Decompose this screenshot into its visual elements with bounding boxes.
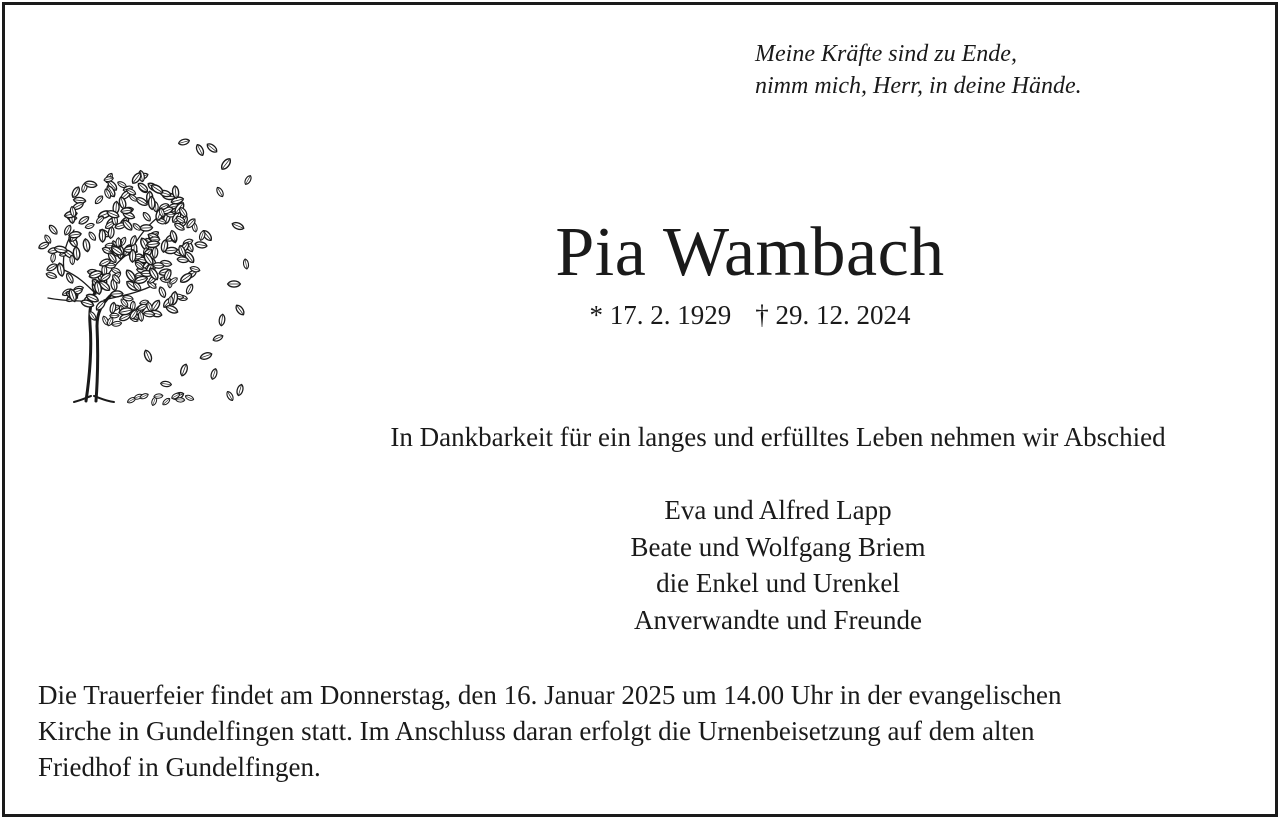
deceased-name: Pia Wambach bbox=[555, 214, 945, 291]
service-line-1: Die Trauerfeier findet am Donnerstag, den 16. Januar 2025 um 14.00 Uhr in der evangelischen bbox=[38, 680, 1062, 710]
mourner-line: die Enkel und Urenkel bbox=[656, 568, 900, 598]
verse bbox=[755, 38, 1082, 102]
funeral-service-notice bbox=[38, 677, 1248, 785]
verse-line-2: nimm mich, Herr, in deine Hände. bbox=[755, 73, 1082, 99]
mourner-line: Eva und Alfred Lapp bbox=[664, 495, 892, 525]
verse-line-1: Meine Kräfte sind zu Ende, bbox=[755, 41, 1017, 67]
birth-date: * 17. 2. 1929 bbox=[589, 300, 732, 330]
farewell-text: In Dankbarkeit für ein langes und erfülltes Leben nehmen wir Abschied bbox=[390, 422, 1166, 452]
windblown-tree-icon bbox=[34, 134, 258, 410]
death-date: † 29. 12. 2024 bbox=[755, 300, 911, 330]
mourner-line: Beate und Wolfgang Briem bbox=[630, 531, 926, 562]
mourners-list bbox=[478, 492, 1078, 638]
service-line-2: Kirche in Gundelfingen statt. Im Anschluss daran erfolgt die Urnenbeisetzung auf dem alten bbox=[38, 716, 1035, 746]
life-dates bbox=[450, 298, 1050, 332]
mourner-line: Anverwandte und Freunde bbox=[634, 604, 922, 635]
service-line-3: Friedhof in Gundelfingen. bbox=[38, 752, 321, 782]
